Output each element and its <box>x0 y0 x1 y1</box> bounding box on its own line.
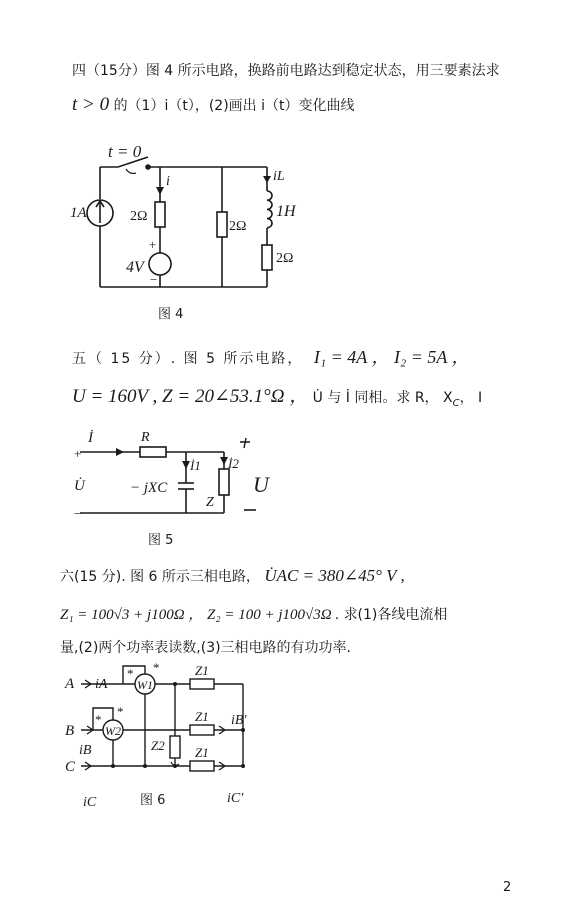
problem4-task: 的（1）i（t），(2)画出 i（t）变化曲线 <box>113 98 355 114</box>
fig5-i1-label: İ1 <box>190 458 201 473</box>
vsource-plus: + <box>149 237 157 252</box>
z1-a-label: Z1 <box>195 663 209 678</box>
w2-label: W2 <box>105 724 121 738</box>
problem6-impedances: Z₁ = 100√3 + j100Ω ， Z₂ = 100 + j100√3Ω . <box>60 607 340 623</box>
fig5-i2-label: İ2 <box>228 456 239 471</box>
switch-label: t = 0 <box>108 142 142 161</box>
z2-label: Z2 <box>151 738 165 753</box>
hand-ia: iA <box>95 677 108 692</box>
fig5-current-label: İ <box>88 430 93 446</box>
figure4-caption: 图 4 <box>158 307 184 322</box>
w1-star-current: * <box>127 666 134 681</box>
problem5-currents: I₁ = 4A ， I₂ = 5A ， <box>313 347 470 367</box>
problem5-sub-c: C <box>452 397 460 409</box>
fig5-hand-voltage: U <box>253 472 269 497</box>
problem5-line1 <box>72 343 470 369</box>
problem5-task: U̇ 与 İ 同相。求 R， X <box>312 390 453 406</box>
problem5-task-tail: ， I <box>459 390 483 406</box>
r2-label: 2Ω <box>229 219 247 234</box>
figure4-circuit <box>60 135 320 330</box>
fig5-plus: + <box>74 446 82 461</box>
w2-star-voltage: * <box>117 704 124 719</box>
problem6-intro: 六(15 分). 图 6 所示三相电路， <box>60 569 260 585</box>
figure6-caption: 图 6 <box>140 793 166 808</box>
r1-label: 2Ω <box>130 209 148 224</box>
hand-ib: iB <box>79 743 92 758</box>
problem4-t-condition: t > 0 <box>72 94 110 115</box>
inductor-current-label: iL <box>273 169 285 184</box>
z1-b-label: Z1 <box>195 709 209 724</box>
z1-c-label: Z1 <box>195 745 209 760</box>
page-number: 2 <box>503 880 512 895</box>
w2-star-current: * <box>95 712 102 727</box>
problem6-line3: 量,(2)两个功率表读数,(3)三相电路的有功功率. <box>60 640 352 656</box>
phase-b-label: B <box>65 723 75 739</box>
problem5-intro: 五（ 15 分）. 图 5 所示电路， <box>72 351 304 367</box>
problem5-given: U = 160V , Z = 20∠53.1°Ω ， <box>72 386 309 407</box>
fig5-r-label: R <box>141 430 150 445</box>
problem6-line1 <box>60 566 405 586</box>
hand-ib-prime: iB′ <box>231 713 247 728</box>
branch-current-label: i <box>166 174 170 189</box>
w1-label: W1 <box>137 678 153 692</box>
problem6-task-a: 求(1)各线电流相 <box>343 607 448 623</box>
figure5-circuit <box>60 420 320 550</box>
figure6-circuit <box>55 658 315 818</box>
figure5-caption: 图 5 <box>148 533 174 548</box>
vsource-minus: − <box>150 272 158 287</box>
problem6-line2 <box>60 603 447 624</box>
vsource-label: 4V <box>126 259 144 276</box>
problem6-voltage: U̇AC = 380∠45° V , <box>264 566 405 585</box>
problem5-line2 <box>72 381 482 409</box>
phase-a-label: A <box>65 676 75 692</box>
hand-ic-prime: iC′ <box>227 791 244 806</box>
fig5-voltage-label: U̇ <box>74 478 85 494</box>
inductor-label: 1H <box>276 203 296 220</box>
hand-ic: iC <box>83 795 97 810</box>
fig5-minus: − <box>74 506 82 521</box>
phase-c-label: C <box>65 759 76 775</box>
r3-label: 2Ω <box>276 251 294 266</box>
fig5-cap-label: − jXC <box>130 480 168 496</box>
fig5-hand-plus <box>240 438 250 448</box>
fig5-z-label: Z <box>206 495 214 510</box>
current-source-label: 1A <box>70 205 87 221</box>
problem4-line1: 四（15分）图 4 所示电路，换路前电路达到稳定状态，用三要素法求 <box>72 63 500 79</box>
w1-star-voltage: * <box>153 660 160 675</box>
problem4-line2 <box>72 94 355 116</box>
